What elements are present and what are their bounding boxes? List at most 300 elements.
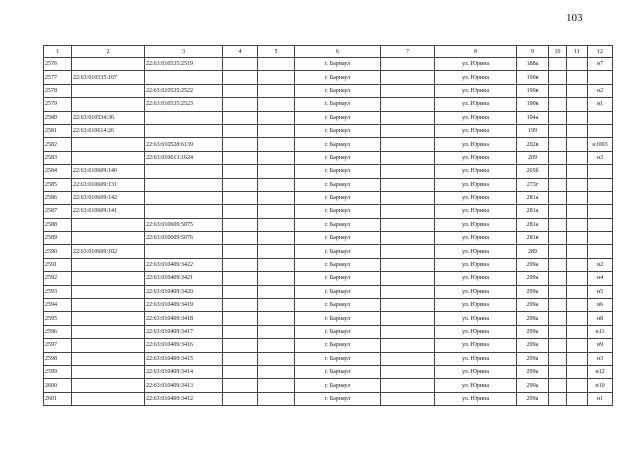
empty-cell [567,124,588,137]
cadastral-number-cell: 22:63:010409:3416 [145,339,223,352]
empty-cell [567,205,588,218]
empty-cell [381,205,435,218]
empty-cell [381,138,435,151]
premises-number-cell [588,191,613,204]
empty-cell [549,218,567,231]
empty-cell [258,98,295,111]
empty-cell [223,165,258,178]
empty-cell [381,58,435,71]
city-cell: г. Барнаул [295,365,381,378]
column-header: 8 [435,46,517,58]
empty-cell [381,365,435,378]
row-number-cell: 2576 [44,58,72,71]
column-header: 12 [588,46,613,58]
house-number-cell: 299а [517,285,549,298]
cadastral-number-cell [145,245,223,258]
street-cell: ул. Юрина [435,258,517,271]
cadastral-number-cell [145,191,223,204]
empty-cell [381,258,435,271]
empty-cell [381,272,435,285]
premises-number-cell: н4 [588,272,613,285]
empty-cell [381,379,435,392]
street-cell: ул. Юрина [435,191,517,204]
empty-cell [549,352,567,365]
empty-cell [223,285,258,298]
empty-cell [223,58,258,71]
premises-number-cell: н7 [588,58,613,71]
street-cell: ул. Юрина [435,232,517,245]
empty-cell [567,98,588,111]
cadastral-number-cell [72,365,145,378]
row-number-cell: 2581 [44,124,72,137]
cadastral-number-cell [72,392,145,405]
table-row [44,205,613,218]
empty-cell [567,232,588,245]
empty-cell [381,111,435,124]
empty-cell [223,138,258,151]
street-cell: ул. Юрина [435,299,517,312]
empty-cell [381,191,435,204]
table-row [44,245,613,258]
cadastral-number-cell [145,205,223,218]
table-row [44,165,613,178]
city-cell: г. Барнаул [295,232,381,245]
empty-cell [381,98,435,111]
cadastral-number-cell [145,71,223,84]
empty-cell [567,151,588,164]
column-header: 6 [295,46,381,58]
house-number-cell: 289 [517,245,549,258]
row-number-cell: 2592 [44,272,72,285]
city-cell: г. Барнаул [295,191,381,204]
street-cell: ул. Юрина [435,312,517,325]
empty-cell [381,218,435,231]
empty-cell [258,325,295,338]
premises-number-cell: н5 [588,285,613,298]
cadastral-number-cell: 22:63:010609:131 [72,178,145,191]
empty-cell [381,325,435,338]
house-number-cell: 299а [517,312,549,325]
empty-cell [223,124,258,137]
row-number-cell: 2589 [44,232,72,245]
cadastral-number-cell: 22:63:010409:3420 [145,285,223,298]
table-row [44,352,613,365]
column-header: 7 [381,46,435,58]
premises-number-cell: н6 [588,299,613,312]
empty-cell [223,312,258,325]
empty-cell [549,111,567,124]
empty-cell [381,151,435,164]
street-cell: ул. Юрина [435,379,517,392]
page-number: 103 [566,12,583,24]
column-header: 4 [223,46,258,58]
empty-cell [223,339,258,352]
empty-cell [258,392,295,405]
street-cell: ул. Юрина [435,325,517,338]
empty-cell [381,71,435,84]
empty-cell [258,218,295,231]
house-number-cell: 199 [517,124,549,137]
empty-cell [381,352,435,365]
premises-number-cell: н1003 [588,138,613,151]
city-cell: г. Барнаул [295,151,381,164]
premises-number-cell [588,218,613,231]
empty-cell [223,352,258,365]
cadastral-number-cell [72,138,145,151]
empty-cell [258,178,295,191]
row-number-cell: 2593 [44,285,72,298]
cadastral-number-cell [145,178,223,191]
empty-cell [567,218,588,231]
empty-cell [223,365,258,378]
table-row [44,124,613,137]
house-number-cell: 202в [517,138,549,151]
empty-cell [258,71,295,84]
row-number-cell: 2587 [44,205,72,218]
cadastral-number-cell: 22:63:010609:5075 [145,218,223,231]
empty-cell [549,124,567,137]
table-row [44,58,613,71]
empty-cell [567,58,588,71]
row-number-cell: 2583 [44,151,72,164]
house-number-cell: 299а [517,352,549,365]
table-row [44,392,613,405]
empty-cell [258,124,295,137]
city-cell: г. Барнаул [295,379,381,392]
house-number-cell: 273г [517,178,549,191]
premises-number-cell: н1 [588,98,613,111]
row-number-cell: 2582 [44,138,72,151]
cadastral-number-cell: 22:63:010535:2522 [145,84,223,97]
cadastral-number-cell: 22:63:010409:3417 [145,325,223,338]
premises-number-cell [588,165,613,178]
street-cell: ул. Юрина [435,138,517,151]
empty-cell [567,352,588,365]
cadastral-number-cell: 22:63:010409:3414 [145,365,223,378]
cadastral-number-cell: 22:63:010409:3415 [145,352,223,365]
street-cell: ул. Юрина [435,84,517,97]
street-cell: ул. Юрина [435,124,517,137]
table-row [44,178,613,191]
cadastral-number-cell [145,124,223,137]
row-number-cell: 2585 [44,178,72,191]
cadastral-number-cell: 22:63:010613:1624 [145,151,223,164]
empty-cell [549,299,567,312]
cadastral-number-cell [72,58,145,71]
empty-cell [567,392,588,405]
empty-cell [223,218,258,231]
empty-cell [567,285,588,298]
empty-cell [549,165,567,178]
empty-cell [223,272,258,285]
empty-cell [567,111,588,124]
empty-cell [381,124,435,137]
cadastral-number-cell [72,218,145,231]
city-cell: г. Барнаул [295,165,381,178]
street-cell: ул. Юрина [435,352,517,365]
city-cell: г. Барнаул [295,218,381,231]
table-row [44,111,613,124]
cadastral-number-cell: 22:63:010609:141 [72,205,145,218]
empty-cell [381,299,435,312]
cadastral-number-cell [72,98,145,111]
street-cell: ул. Юрина [435,178,517,191]
premises-number-cell [588,124,613,137]
cadastral-number-cell [72,151,145,164]
premises-number-cell [588,71,613,84]
empty-cell [549,245,567,258]
empty-cell [223,379,258,392]
cadastral-number-cell [72,339,145,352]
empty-cell [258,272,295,285]
empty-cell [258,258,295,271]
table-row [44,339,613,352]
city-cell: г. Барнаул [295,71,381,84]
city-cell: г. Барнаул [295,205,381,218]
house-number-cell: 194а [517,111,549,124]
table-row [44,84,613,97]
house-number-cell: 299а [517,365,549,378]
empty-cell [258,111,295,124]
cadastral-number-cell [72,285,145,298]
cadastral-number-cell: 22:63:010409:3418 [145,312,223,325]
table-row [44,272,613,285]
empty-cell [223,178,258,191]
column-header: 10 [549,46,567,58]
empty-cell [549,138,567,151]
empty-cell [223,111,258,124]
empty-cell [381,392,435,405]
cadastral-number-cell: 22:63:010409:3412 [145,392,223,405]
cadastral-number-cell: 22:63:010528:6139 [145,138,223,151]
cadastral-number-cell: 22:63:010535:107 [72,71,145,84]
empty-cell [567,84,588,97]
cadastral-number-cell [72,312,145,325]
premises-number-cell [588,245,613,258]
empty-cell [381,285,435,298]
table-row [44,151,613,164]
premises-number-cell: н1 [588,392,613,405]
empty-cell [258,151,295,164]
row-number-cell: 2599 [44,365,72,378]
empty-cell [567,312,588,325]
table-row [44,71,613,84]
premises-number-cell: н8 [588,312,613,325]
city-cell: г. Барнаул [295,392,381,405]
empty-cell [549,205,567,218]
row-number-cell: 2598 [44,352,72,365]
premises-number-cell: н11 [588,325,613,338]
premises-number-cell: н12 [588,365,613,378]
empty-cell [567,165,588,178]
house-number-cell: 190в [517,71,549,84]
row-number-cell: 2578 [44,84,72,97]
empty-cell [567,325,588,338]
city-cell: г. Барнаул [295,245,381,258]
premises-number-cell [588,111,613,124]
row-number-cell: 2586 [44,191,72,204]
premises-number-cell: н2 [588,258,613,271]
empty-cell [567,245,588,258]
city-cell: г. Барнаул [295,98,381,111]
city-cell: г. Барнаул [295,58,381,71]
empty-cell [549,232,567,245]
header-row [44,46,613,58]
city-cell: г. Барнаул [295,138,381,151]
empty-cell [258,312,295,325]
empty-cell [549,98,567,111]
column-header: 2 [72,46,145,58]
street-cell: ул. Юрина [435,111,517,124]
house-number-cell: 299а [517,325,549,338]
cadastral-number-cell [72,272,145,285]
cadastral-number-cell: 22:63:010535:2519 [145,58,223,71]
street-cell: ул. Юрина [435,58,517,71]
house-number-cell: 299а [517,272,549,285]
city-cell: г. Барнаул [295,111,381,124]
cadastral-number-cell [145,111,223,124]
street-cell: ул. Юрина [435,205,517,218]
cadastral-number-cell [72,325,145,338]
column-header: 9 [517,46,549,58]
premises-number-cell: н2 [588,84,613,97]
cadastral-number-cell [145,165,223,178]
premises-number-cell: н9 [588,339,613,352]
house-number-cell: 281в [517,232,549,245]
table-row [44,299,613,312]
empty-cell [223,232,258,245]
empty-cell [258,232,295,245]
street-cell: ул. Юрина [435,218,517,231]
city-cell: г. Барнаул [295,258,381,271]
street-cell: ул. Юрина [435,365,517,378]
row-number-cell: 2595 [44,312,72,325]
empty-cell [258,339,295,352]
house-number-cell: 299а [517,339,549,352]
street-cell: ул. Юрина [435,285,517,298]
empty-cell [223,245,258,258]
city-cell: г. Барнаул [295,272,381,285]
empty-cell [258,58,295,71]
cadastral-number-cell: 22:63:010534:36 [72,111,145,124]
cadastral-number-cell: 22:63:010609:142 [72,191,145,204]
street-cell: ул. Юрина [435,272,517,285]
street-cell: ул. Юрина [435,151,517,164]
column-header: 11 [567,46,588,58]
empty-cell [381,339,435,352]
city-cell: г. Барнаул [295,299,381,312]
premises-number-cell: н10 [588,379,613,392]
street-cell: ул. Юрина [435,245,517,258]
cadastral-number-cell: 22:63:010609:140 [72,165,145,178]
empty-cell [549,178,567,191]
table-row [44,258,613,271]
empty-cell [567,272,588,285]
empty-cell [567,191,588,204]
house-number-cell: 299а [517,379,549,392]
premises-number-cell [588,178,613,191]
cadastral-number-cell: 22:63:010609:5076 [145,232,223,245]
house-number-cell: 281а [517,218,549,231]
premises-number-cell: н3 [588,151,613,164]
row-number-cell: 2580 [44,111,72,124]
empty-cell [223,98,258,111]
empty-cell [549,84,567,97]
empty-cell [381,84,435,97]
empty-cell [549,365,567,378]
empty-cell [258,245,295,258]
street-cell: ул. Юрина [435,339,517,352]
empty-cell [258,379,295,392]
column-header: 3 [145,46,223,58]
house-number-cell: 188а [517,58,549,71]
city-cell: г. Барнаул [295,84,381,97]
row-number-cell: 2591 [44,258,72,271]
house-number-cell: 281а [517,205,549,218]
row-number-cell: 2579 [44,98,72,111]
house-number-cell: 190в [517,98,549,111]
house-number-cell: 281а [517,191,549,204]
table-row [44,138,613,151]
city-cell: г. Барнаул [295,325,381,338]
empty-cell [258,299,295,312]
empty-cell [258,191,295,204]
empty-cell [567,339,588,352]
row-number-cell: 2597 [44,339,72,352]
city-cell: г. Барнаул [295,352,381,365]
empty-cell [258,285,295,298]
table-row [44,379,613,392]
table-row [44,285,613,298]
table-row [44,98,613,111]
street-cell: ул. Юрина [435,71,517,84]
empty-cell [567,258,588,271]
empty-cell [258,352,295,365]
city-cell: г. Барнаул [295,178,381,191]
empty-cell [549,312,567,325]
empty-cell [549,285,567,298]
cadastral-number-cell: 22:63:010614:26 [72,124,145,137]
empty-cell [381,312,435,325]
empty-cell [549,58,567,71]
street-cell: ул. Юрина [435,98,517,111]
empty-cell [381,232,435,245]
empty-cell [549,258,567,271]
empty-cell [223,392,258,405]
empty-cell [258,365,295,378]
empty-cell [567,365,588,378]
empty-cell [567,138,588,151]
empty-cell [567,178,588,191]
cadastral-number-cell: 22:63:010409:3419 [145,299,223,312]
table-row [44,325,613,338]
cadastral-number-cell: 22:63:010409:3422 [145,258,223,271]
row-number-cell: 2577 [44,71,72,84]
empty-cell [381,178,435,191]
empty-cell [381,165,435,178]
cadastral-number-cell [72,84,145,97]
empty-cell [223,205,258,218]
empty-cell [223,191,258,204]
house-number-cell: 299а [517,258,549,271]
registry-table [43,45,613,406]
house-number-cell: 209 [517,151,549,164]
empty-cell [258,84,295,97]
street-cell: ул. Юрина [435,392,517,405]
house-number-cell: 299а [517,392,549,405]
cadastral-number-cell [72,352,145,365]
row-number-cell: 2601 [44,392,72,405]
